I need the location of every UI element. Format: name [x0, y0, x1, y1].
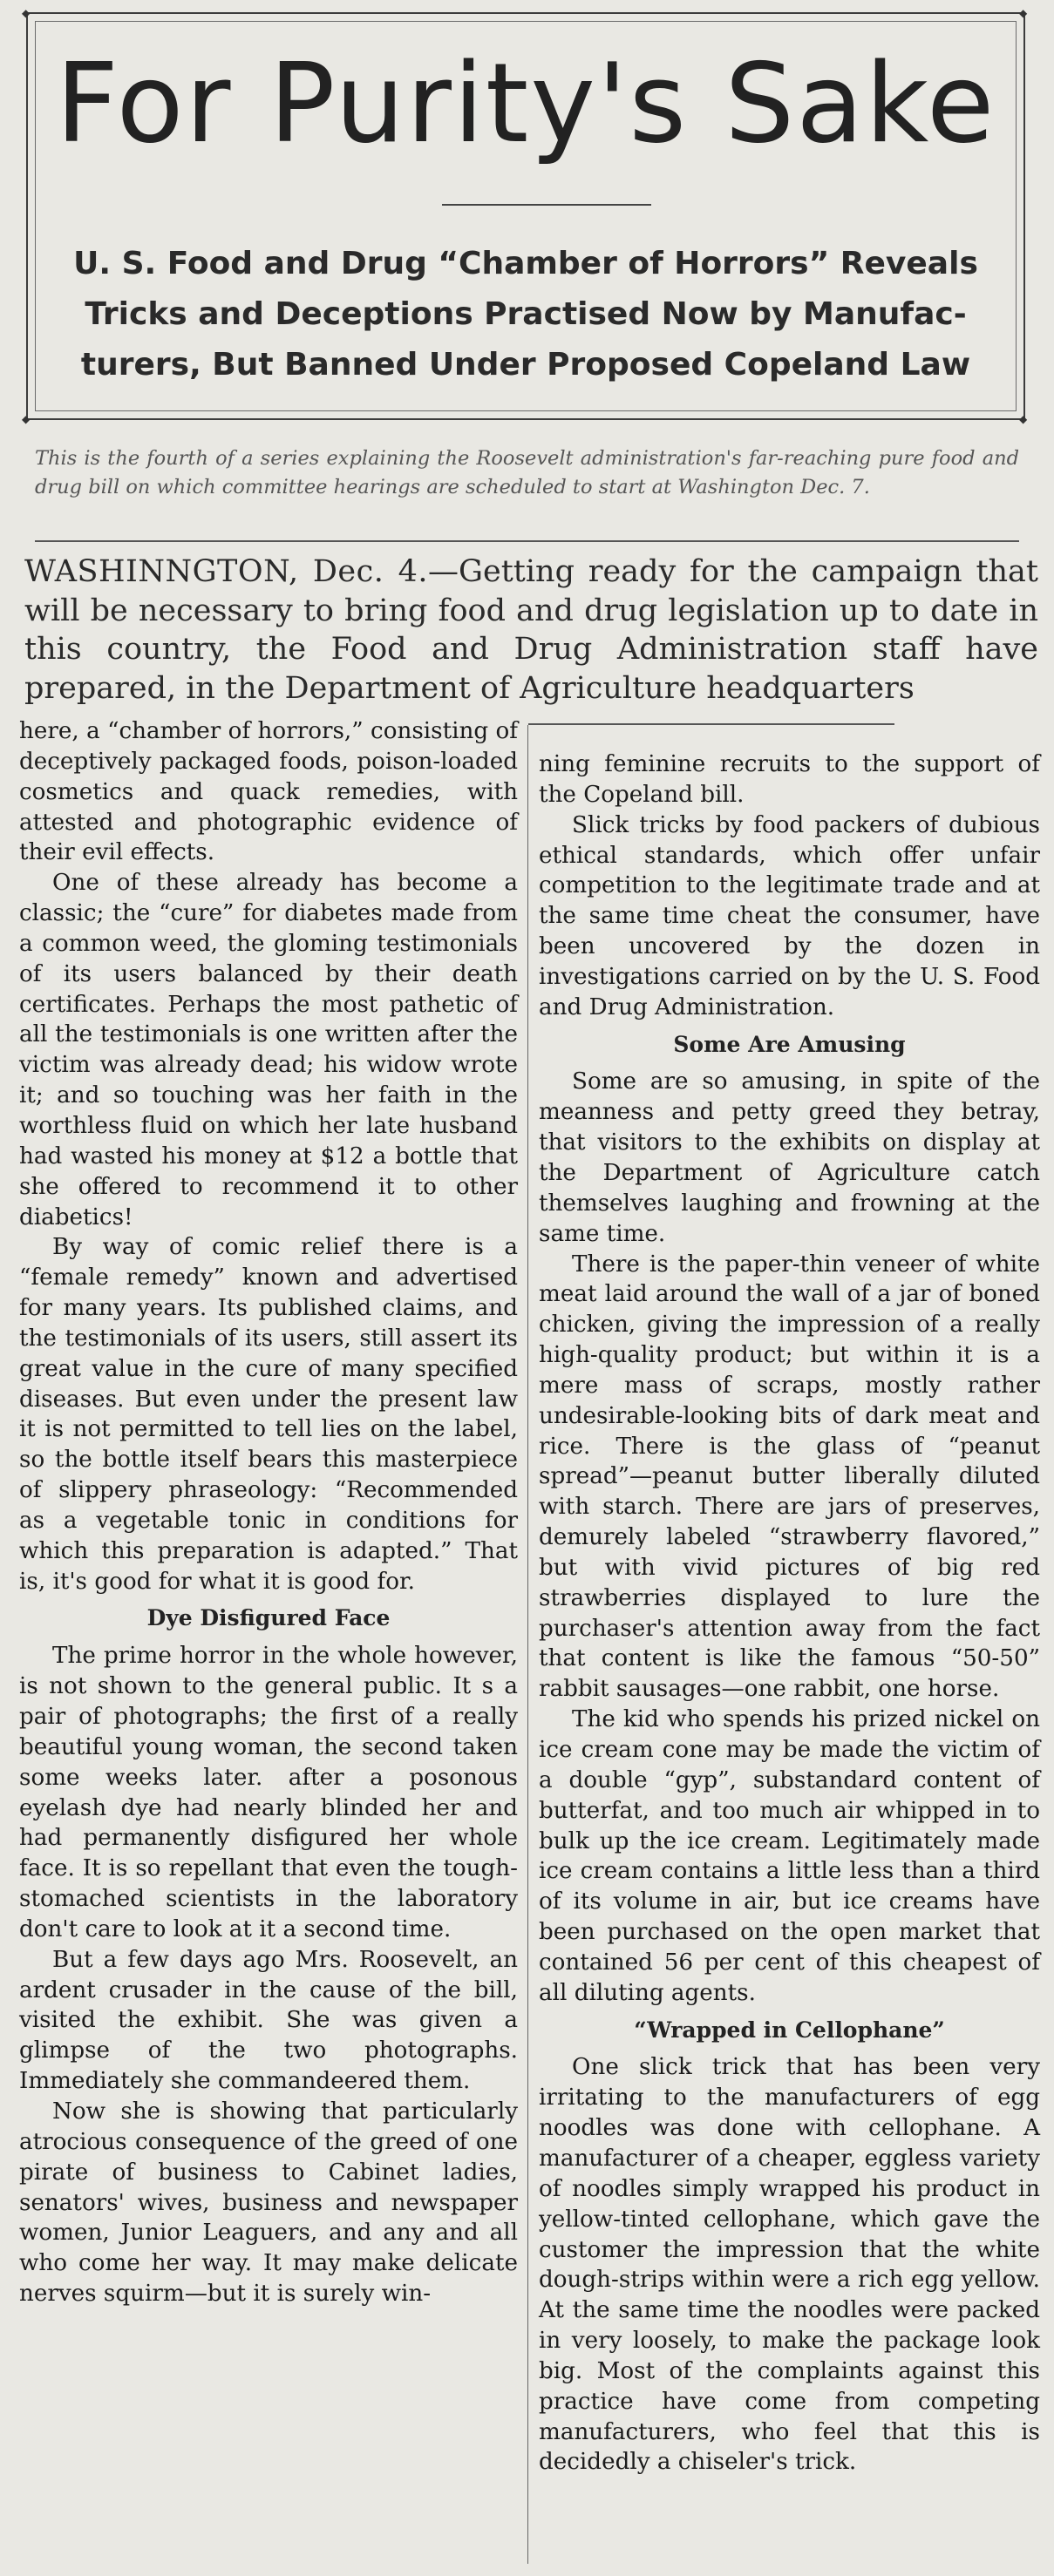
corner-ornament-icon: ◆: [22, 7, 31, 19]
series-note: This is the fourth of a series explaining the Roosevelt administration's far-reaching pure food and drug bill on which committee hearings are scheduled to start at Washington Dec. 7.: [35, 447, 1019, 498]
title-divider: [442, 204, 651, 206]
paragraph: ning feminine recruits to the support of the Copeland bill.: [539, 751, 1040, 808]
dateline: WASHINNGTON, Dec. 4.: [24, 554, 429, 589]
paragraph: One of these already has become a classic; the “cure” for diabetes made from a common weed, the gloming testimonials of its users balanced by their death certificates. Perhaps the most pathetic of all the testimonials is one written after the victim was already dead; his widow wrote it; and so touching was her faith in the worthless fluid on which her late husband had wasted his money at $12 a bottle that she offered to recommend it to other diabetics!: [19, 870, 518, 1230]
headline-deck: [71, 239, 980, 390]
article-column-2: [539, 749, 1040, 2478]
deck-line: turers, But Banned Under Proposed Copeland Law: [80, 347, 971, 383]
deck-line: Tricks and Deceptions Practised Now by Manufac-: [85, 296, 967, 332]
paragraph: There is the paper-thin veneer of white meat laid around the wall of a jar of boned chicken, giving the impression of a really high-quality product; but within it is a mere mass of scraps, mostly rather undesirable-looking bits of dark meat and rice. There is the glass of “peanut spread”—peanut butter liberally diluted with starch. There are jars of preserves, demurely labeled “strawberry flavored,” but with vivid pictures of big red strawberries displayed to lure the purchaser's attention away from the fact that content is like the famous “50-50” rabbit sausages—one rabbit, one horse.: [539, 1251, 1040, 1703]
deck-line: U. S. Food and Drug “Chamber of Horrors” Reveals: [73, 246, 978, 281]
paragraph: Now she is showing that particularly atrocious consequence of the greed of one pirate of business to Cabinet ladies, senators' wives, business and newspaper women, Junior Leaguers, and any and all who come her way. It may make delicate nerves squirm—but it is surely win-: [19, 2098, 518, 2308]
main-headline: For Purity's Sake: [55, 39, 996, 167]
column-divider: [527, 725, 528, 2564]
column-top-rule: [528, 723, 894, 725]
subhead: “Wrapped in Cellophane”: [634, 2017, 945, 2043]
subhead: Dye Disfigured Face: [146, 1605, 391, 1631]
subhead: Some Are Amusing: [673, 1031, 906, 1057]
paragraph: The prime horror in the whole however, is not shown to the general public. It s a pair of photographs; the first of a really beautiful young woman, the second taken some weeks later. after a posonous eyelash dye had nearly blinded her and had permanently disfigured her whole face. It is so repellant that even the tough-stomached scientists in the laboratory don't care to look at it a second time.: [19, 1643, 518, 1942]
paragraph: Some are so amusing, in spite of the meanness and petty greed they betray, that visitors to the exhibits on display at the Department of Agriculture catch themselves laughing and frowning at the same time.: [539, 1068, 1040, 1247]
series-divider: [35, 540, 1019, 542]
article-column-1: [19, 716, 518, 2309]
headline-box: [22, 7, 1028, 425]
paragraph: Slick tricks by food packers of dubious ethical standards, which offer unfair competition to the legitimate trade and at the same time cheat the consumer, have been uncovered by the dozen in investigations carried on by the U. S. Food and Drug Administration.: [539, 811, 1040, 1020]
corner-ornament-icon: ◆: [22, 413, 31, 425]
paragraph: One slick trick that has been very irritating to the manufacturers of egg noodles was done with cellophane. A manufacturer of a cheaper, eggless variety of noodles simply wrapped his product in yellow-tinted cellophane, which gave the customer the impression that the white dough-strips within were a rich egg yellow. At the same time the noodles were packed in very loosely, to make the package look big. Most of the complaints against this practice have come from competing manufacturers, who feel that this is decidedly a chiseler's trick.: [539, 2054, 1040, 2476]
lead-text: —Getting ready for the campaign that will be necessary to bring food and drug legislation up to date in this country, the Food and Drug Administration staff have prepared, in the Department of Agriculture headquarters: [24, 554, 1038, 706]
corner-ornament-icon: ◆: [1019, 413, 1028, 425]
corner-ornament-icon: ◆: [1019, 7, 1028, 19]
paragraph: But a few days ago Mrs. Roosevelt, an ardent crusader in the cause of the bill, visited the exhibit. She was given a glimpse of the two photographs. Immediately she commandeered them.: [19, 1946, 518, 2095]
paragraph: The kid who spends his prized nickel on ice cream cone may be made the victim of a double “gyp”, substandard content of butterfat, and too much air whipped in to bulk up the ice cream. Legitimately made ice cream contains a little less than a third of its volume in air, but ice creams have been purchased on the open market that contained 56 per cent of this cheapest of all diluting agents.: [539, 1706, 1040, 2006]
paragraph: By way of comic relief there is a “female remedy” known and advertised for many years. Its published claims, and the testimonials of its users, still assert its great value in the cure of many specified diseases. But even under the present law it is not permitted to tell lies on the label, so the bottle itself bears this masterpiece of slippery phraseology: “Recommended as a vegetable tonic in conditions for which this preparation is adapted.” That is, it's good for what it is good for.: [19, 1234, 518, 1595]
lead-paragraph: [24, 552, 1038, 708]
paragraph: here, a “chamber of horrors,” consisting of deceptively packaged foods, poison-loaded cosmetics and quack remedies, with attested and photographic evidence of their evil effects.: [19, 718, 518, 866]
